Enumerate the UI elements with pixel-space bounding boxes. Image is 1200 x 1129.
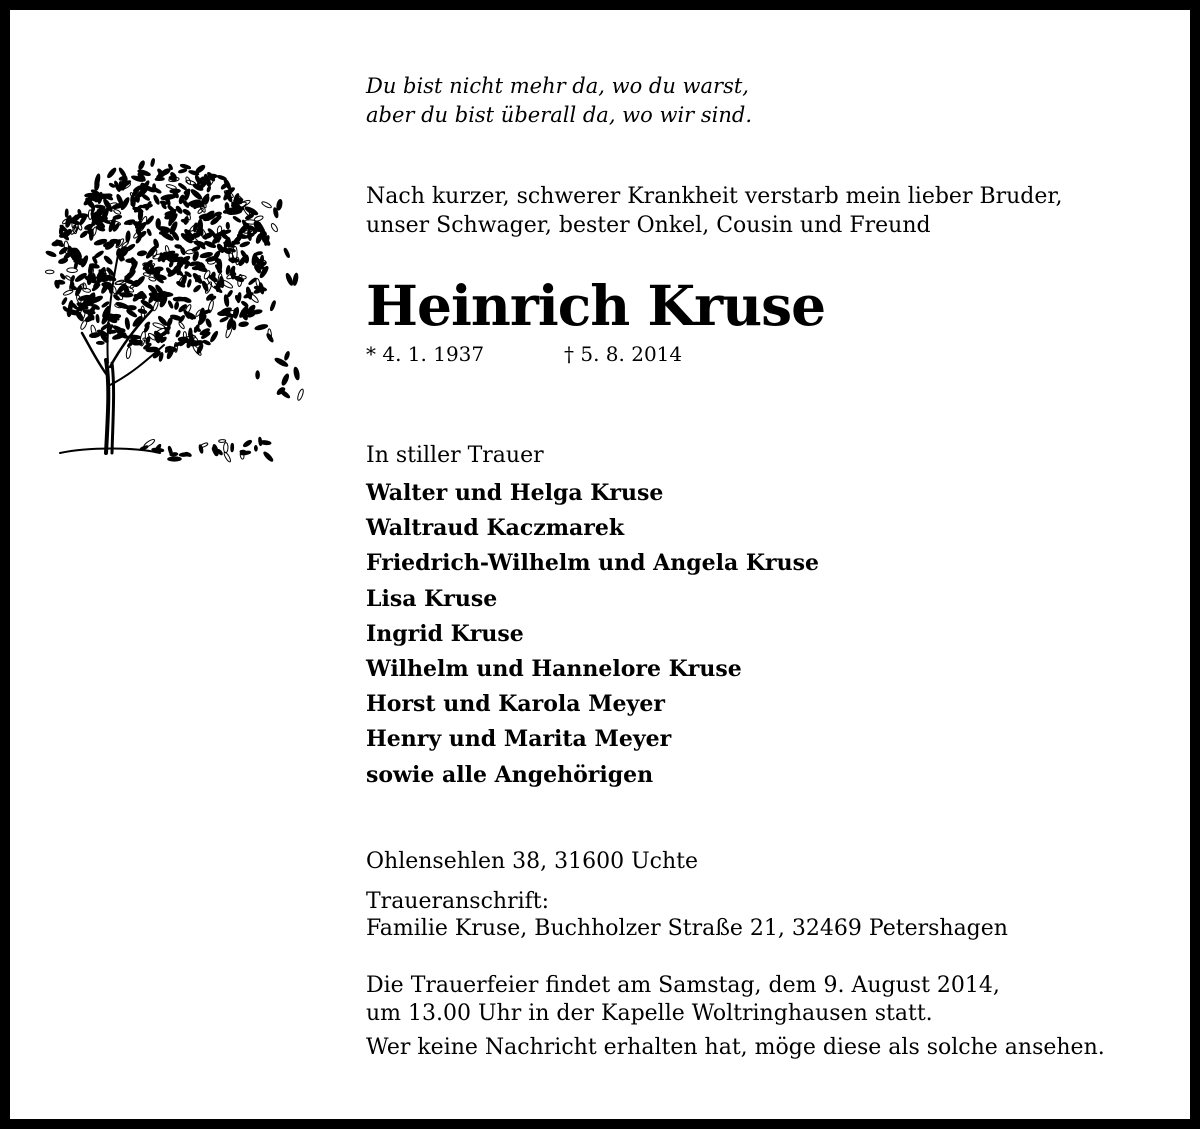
leaf-mark	[142, 294, 145, 300]
leaf-mark	[141, 204, 152, 209]
leaf-mark	[284, 351, 290, 361]
leaf-mark	[190, 335, 194, 346]
mourning-address-label: Traueranschrift:	[366, 889, 550, 914]
leaf-mark	[270, 300, 277, 311]
leaf-mark	[150, 158, 155, 166]
leaf-mark	[182, 208, 191, 216]
leaf-mark	[96, 341, 104, 344]
leaf-mark	[203, 174, 207, 184]
leaf-mark	[239, 241, 250, 248]
leaf-mark	[217, 259, 222, 273]
leaf-mark	[255, 266, 265, 269]
leaf-mark	[72, 252, 76, 260]
leaf-mark	[178, 168, 187, 173]
leaf-mark	[187, 279, 192, 287]
leaf-mark	[220, 316, 229, 322]
leaf-mark	[232, 241, 240, 244]
mourning-address-block	[366, 888, 1008, 942]
leaf-mark	[93, 250, 104, 259]
leaf-mark	[45, 270, 54, 274]
leaf-mark	[239, 321, 249, 327]
leaf-mark	[138, 160, 146, 170]
leaf-mark	[180, 247, 186, 255]
mourner-name: Walter und Helga Kruse	[366, 480, 664, 506]
leaf-mark	[207, 300, 214, 313]
leaf-mark	[263, 451, 274, 463]
death-date: † 5. 8. 2014	[564, 342, 683, 366]
leaf-mark	[152, 301, 159, 312]
leaf-mark	[126, 347, 132, 359]
leaf-mark	[99, 277, 108, 281]
leaf-mark	[254, 445, 257, 451]
leaf-mark	[92, 227, 97, 237]
leaf-mark	[168, 457, 182, 461]
leaf-mark	[116, 328, 125, 333]
leaf-mark	[58, 257, 68, 264]
leaf-mark	[197, 208, 204, 215]
leaf-mark	[293, 367, 300, 380]
leaf-mark	[184, 189, 191, 201]
service-line: um 13.00 Uhr in der Kapelle Woltringhausen statt.	[366, 1000, 933, 1026]
mourner-name: Wilhelm und Hannelore Kruse	[366, 656, 742, 683]
intro-line: unser Schwager, bester Onkel, Cousin und Freund	[366, 213, 931, 238]
birth-date: * 4. 1. 1937	[366, 342, 485, 366]
leaf-mark	[208, 174, 217, 178]
deceased-name: Heinrich Kruse	[366, 273, 826, 338]
leaf-mark	[281, 373, 290, 386]
leaf-mark	[125, 317, 130, 329]
leaf-mark	[126, 231, 131, 243]
motto-line: Du bist nicht mehr da, wo du warst,	[366, 74, 749, 98]
mourner-name: sowie alle Angehörigen	[366, 761, 654, 788]
leaf-mark	[145, 245, 158, 260]
leaf-mark	[283, 248, 290, 258]
leaf-mark	[126, 306, 136, 310]
leaf-mark	[237, 292, 242, 303]
leaf-mark	[125, 275, 131, 278]
closing-note: Wer keine Nachricht erhalten hat, möge diese als solche ansehen.	[366, 1035, 1105, 1060]
leaf-mark	[180, 275, 188, 288]
leaf-mark	[266, 333, 274, 343]
mourner-name: Horst und Karola Meyer	[366, 691, 665, 718]
leaf-mark	[198, 444, 203, 453]
leaf-mark	[63, 289, 74, 296]
leaf-mark	[175, 330, 180, 337]
leaf-mark	[213, 195, 220, 198]
leaf-mark	[128, 335, 141, 339]
leaf-mark	[192, 272, 203, 284]
motto-line: aber du bist überall da, wo wir sind.	[366, 103, 753, 127]
tree-trunk-stroke	[112, 363, 114, 453]
leaf-mark	[292, 273, 298, 286]
leaf-mark	[130, 195, 135, 207]
leaf-mark	[256, 371, 260, 379]
motto-quote	[366, 72, 752, 130]
leaf-mark	[270, 223, 279, 233]
leaf-mark	[195, 164, 206, 174]
leaf-mark	[120, 292, 133, 297]
leaf-mark	[179, 453, 190, 457]
leaf-mark	[261, 201, 272, 209]
leaf-mark	[217, 175, 227, 181]
life-dates	[366, 340, 683, 368]
leaf-mark	[297, 388, 305, 400]
service-line: Die Trauerfeier findet am Samstag, dem 9. August 2014,	[366, 973, 1000, 998]
leaf-mark	[138, 308, 147, 314]
leaf-mark	[61, 297, 67, 305]
leaf-mark	[70, 275, 75, 282]
home-address: Ohlensehlen 38, 31600 Uchte	[366, 849, 698, 874]
leaf-mark	[45, 250, 56, 257]
tree-with-falling-leaves-icon	[40, 135, 320, 480]
leaf-mark	[229, 257, 239, 262]
leaf-mark	[74, 262, 78, 269]
leaf-mark	[233, 216, 242, 223]
leaf-mark	[247, 229, 252, 240]
leaf-mark	[205, 318, 212, 328]
leaf-mark	[103, 255, 113, 265]
leaf-mark	[223, 451, 232, 462]
leaf-mark	[209, 330, 218, 342]
leaf-mark	[219, 439, 226, 442]
leaf-mark	[137, 250, 147, 256]
leaf-mark	[174, 302, 179, 310]
mourner-name: Lisa Kruse	[366, 585, 498, 612]
mourner-name: Waltraud Kaczmarek	[366, 515, 625, 542]
leaf-mark	[73, 221, 79, 224]
leaf-mark	[60, 273, 66, 280]
leaf-mark	[153, 194, 160, 205]
leaf-mark	[65, 209, 68, 217]
leaf-mark	[113, 215, 122, 220]
mourning-label: In stiller Trauer	[366, 443, 544, 468]
leaf-mark	[225, 323, 234, 338]
leaf-mark	[168, 446, 173, 455]
leaf-mark	[231, 271, 236, 279]
leaf-mark	[193, 284, 202, 293]
leaf-mark	[231, 443, 234, 451]
leaf-mark	[226, 222, 230, 229]
intro-text	[366, 182, 1063, 240]
leaf-mark	[154, 297, 162, 301]
mourning-address: Familie Kruse, Buchholzer Straße 21, 32469 Petershagen	[366, 916, 1008, 941]
leaf-mark	[285, 273, 294, 286]
leaf-mark	[254, 324, 268, 331]
leaf-mark	[178, 321, 185, 329]
leaf-mark	[206, 186, 211, 192]
leaf-mark	[147, 229, 152, 236]
leaf-mark	[192, 251, 199, 261]
leaf-mark	[106, 167, 117, 179]
leaf-mark	[276, 199, 283, 211]
leaf-mark	[96, 314, 100, 322]
mourner-name: Henry und Marita Meyer	[366, 726, 672, 753]
leaf-mark	[155, 177, 164, 180]
leaf-mark	[168, 300, 174, 308]
leaf-mark	[201, 281, 209, 292]
leaf-mark	[245, 255, 249, 263]
intro-line: Nach kurzer, schwerer Krankheit verstarb mein lieber Bruder,	[366, 184, 1063, 209]
leaf-mark	[202, 340, 210, 346]
leaf-mark	[227, 290, 233, 298]
leaf-mark	[243, 439, 253, 448]
leaf-mark	[113, 209, 121, 215]
leaf-mark	[162, 255, 175, 259]
mourner-name: Ingrid Kruse	[366, 620, 524, 647]
leaf-mark	[223, 443, 228, 453]
leaf-mark	[97, 216, 102, 226]
leaf-mark	[79, 230, 88, 239]
mourner-name: Friedrich-Wilhelm und Angela Kruse	[366, 550, 819, 577]
funeral-service-info	[366, 972, 1000, 1027]
leaf-mark	[141, 193, 150, 201]
leaf-mark	[138, 209, 143, 221]
leaf-mark	[158, 226, 170, 232]
mourner-list	[366, 476, 819, 793]
leaf-mark	[220, 183, 228, 190]
